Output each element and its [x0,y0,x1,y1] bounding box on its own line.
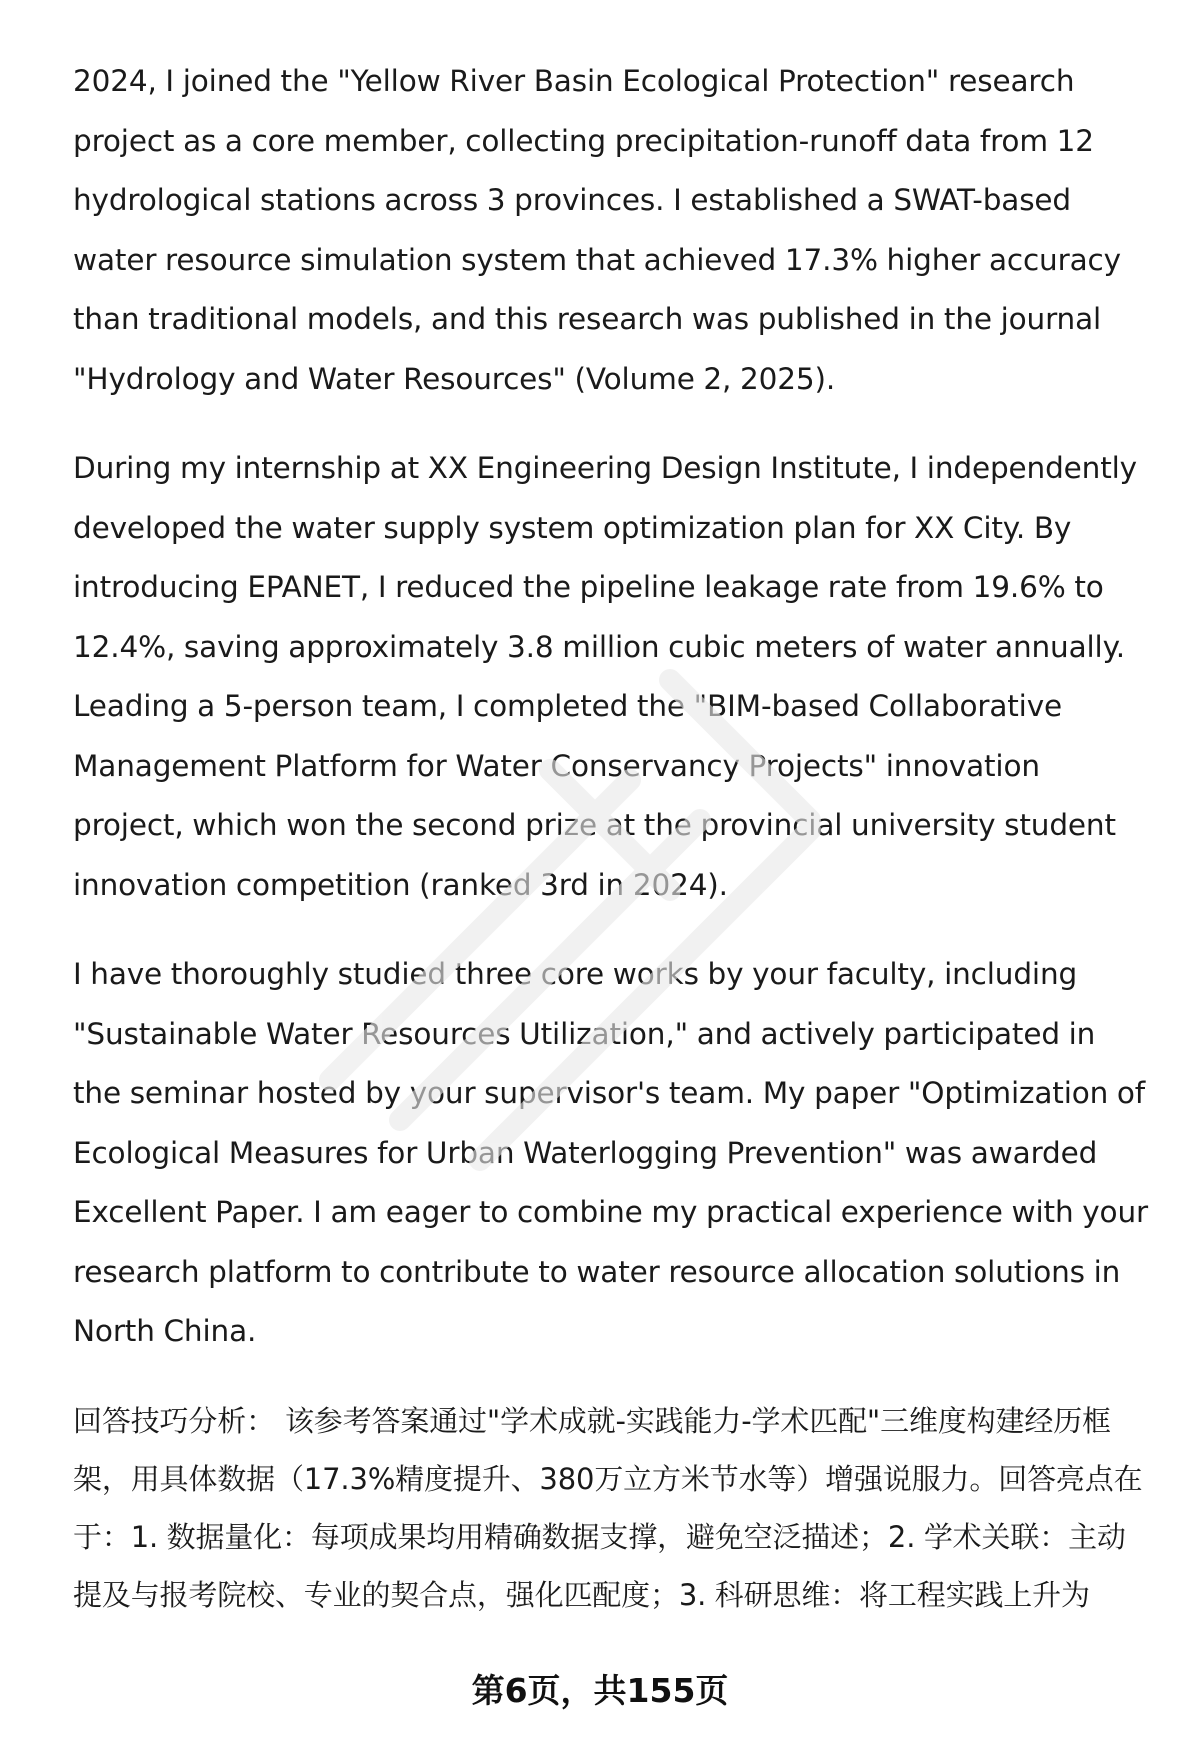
analysis-text: 该参考答案通过"学术成就-实践能力-学术匹配"三维度构建经历框架，用具体数据（17.3%精度提升、380万立方米节水等）增强说服力。回答亮点在于：1. 数据量化：每项成果均用精确数据支撑，避免空泛描述；2. 学术关联：主动提及与报考院校、专业的契合点，强化匹配度；3. 科研思维：将工程实践上升为 [73,1403,1143,1612]
paragraph-research-project: 2024, I joined the "Yellow River Basin Ecological Protection" research project as a core member, collecting precipitation-runoff data from 12 hydrological stations across 3 provinces. I established a SWAT-based water resource simulation system that achieved 17.3% higher accuracy than traditional models, and this research was published in the journal "Hydrology and Water Resources" (Volume 2, 2025). [73,64,1121,396]
paragraph-internship: During my internship at XX Engineering Design Institute, I independently developed the water supply system optimization plan for XX City. By introducing EPANET, I reduced the pipeline leakage rate from 19.6% to 12.4%, saving approximately 3.8 million cubic meters of water annually. Leading a 5-person team, I completed the "BIM-based Collaborative Management Platform for Water Conservancy Projects" innovation project, which won the second prize at the provincial university student innovation competition (ranked 3rd in 2024). [73,451,1137,902]
page-number: 第6页，共155页 [471,1671,729,1710]
analysis-label: 回答技巧分析： [73,1403,275,1438]
document-body [73,52,1148,1624]
paragraph-academic-match: I have thoroughly studied three core works by your faculty, including "Sustainable Water Resources Utilization," and actively participated in the seminar hosted by your supervisor's team. My paper "Optimization of Ecological Measures for Urban Waterlogging Prevention" was awarded Excellent Paper. I am eager to combine my practical experience with your research platform to contribute to water resource allocation solutions in North China. [73,957,1148,1348]
answer-analysis [73,1392,1148,1624]
